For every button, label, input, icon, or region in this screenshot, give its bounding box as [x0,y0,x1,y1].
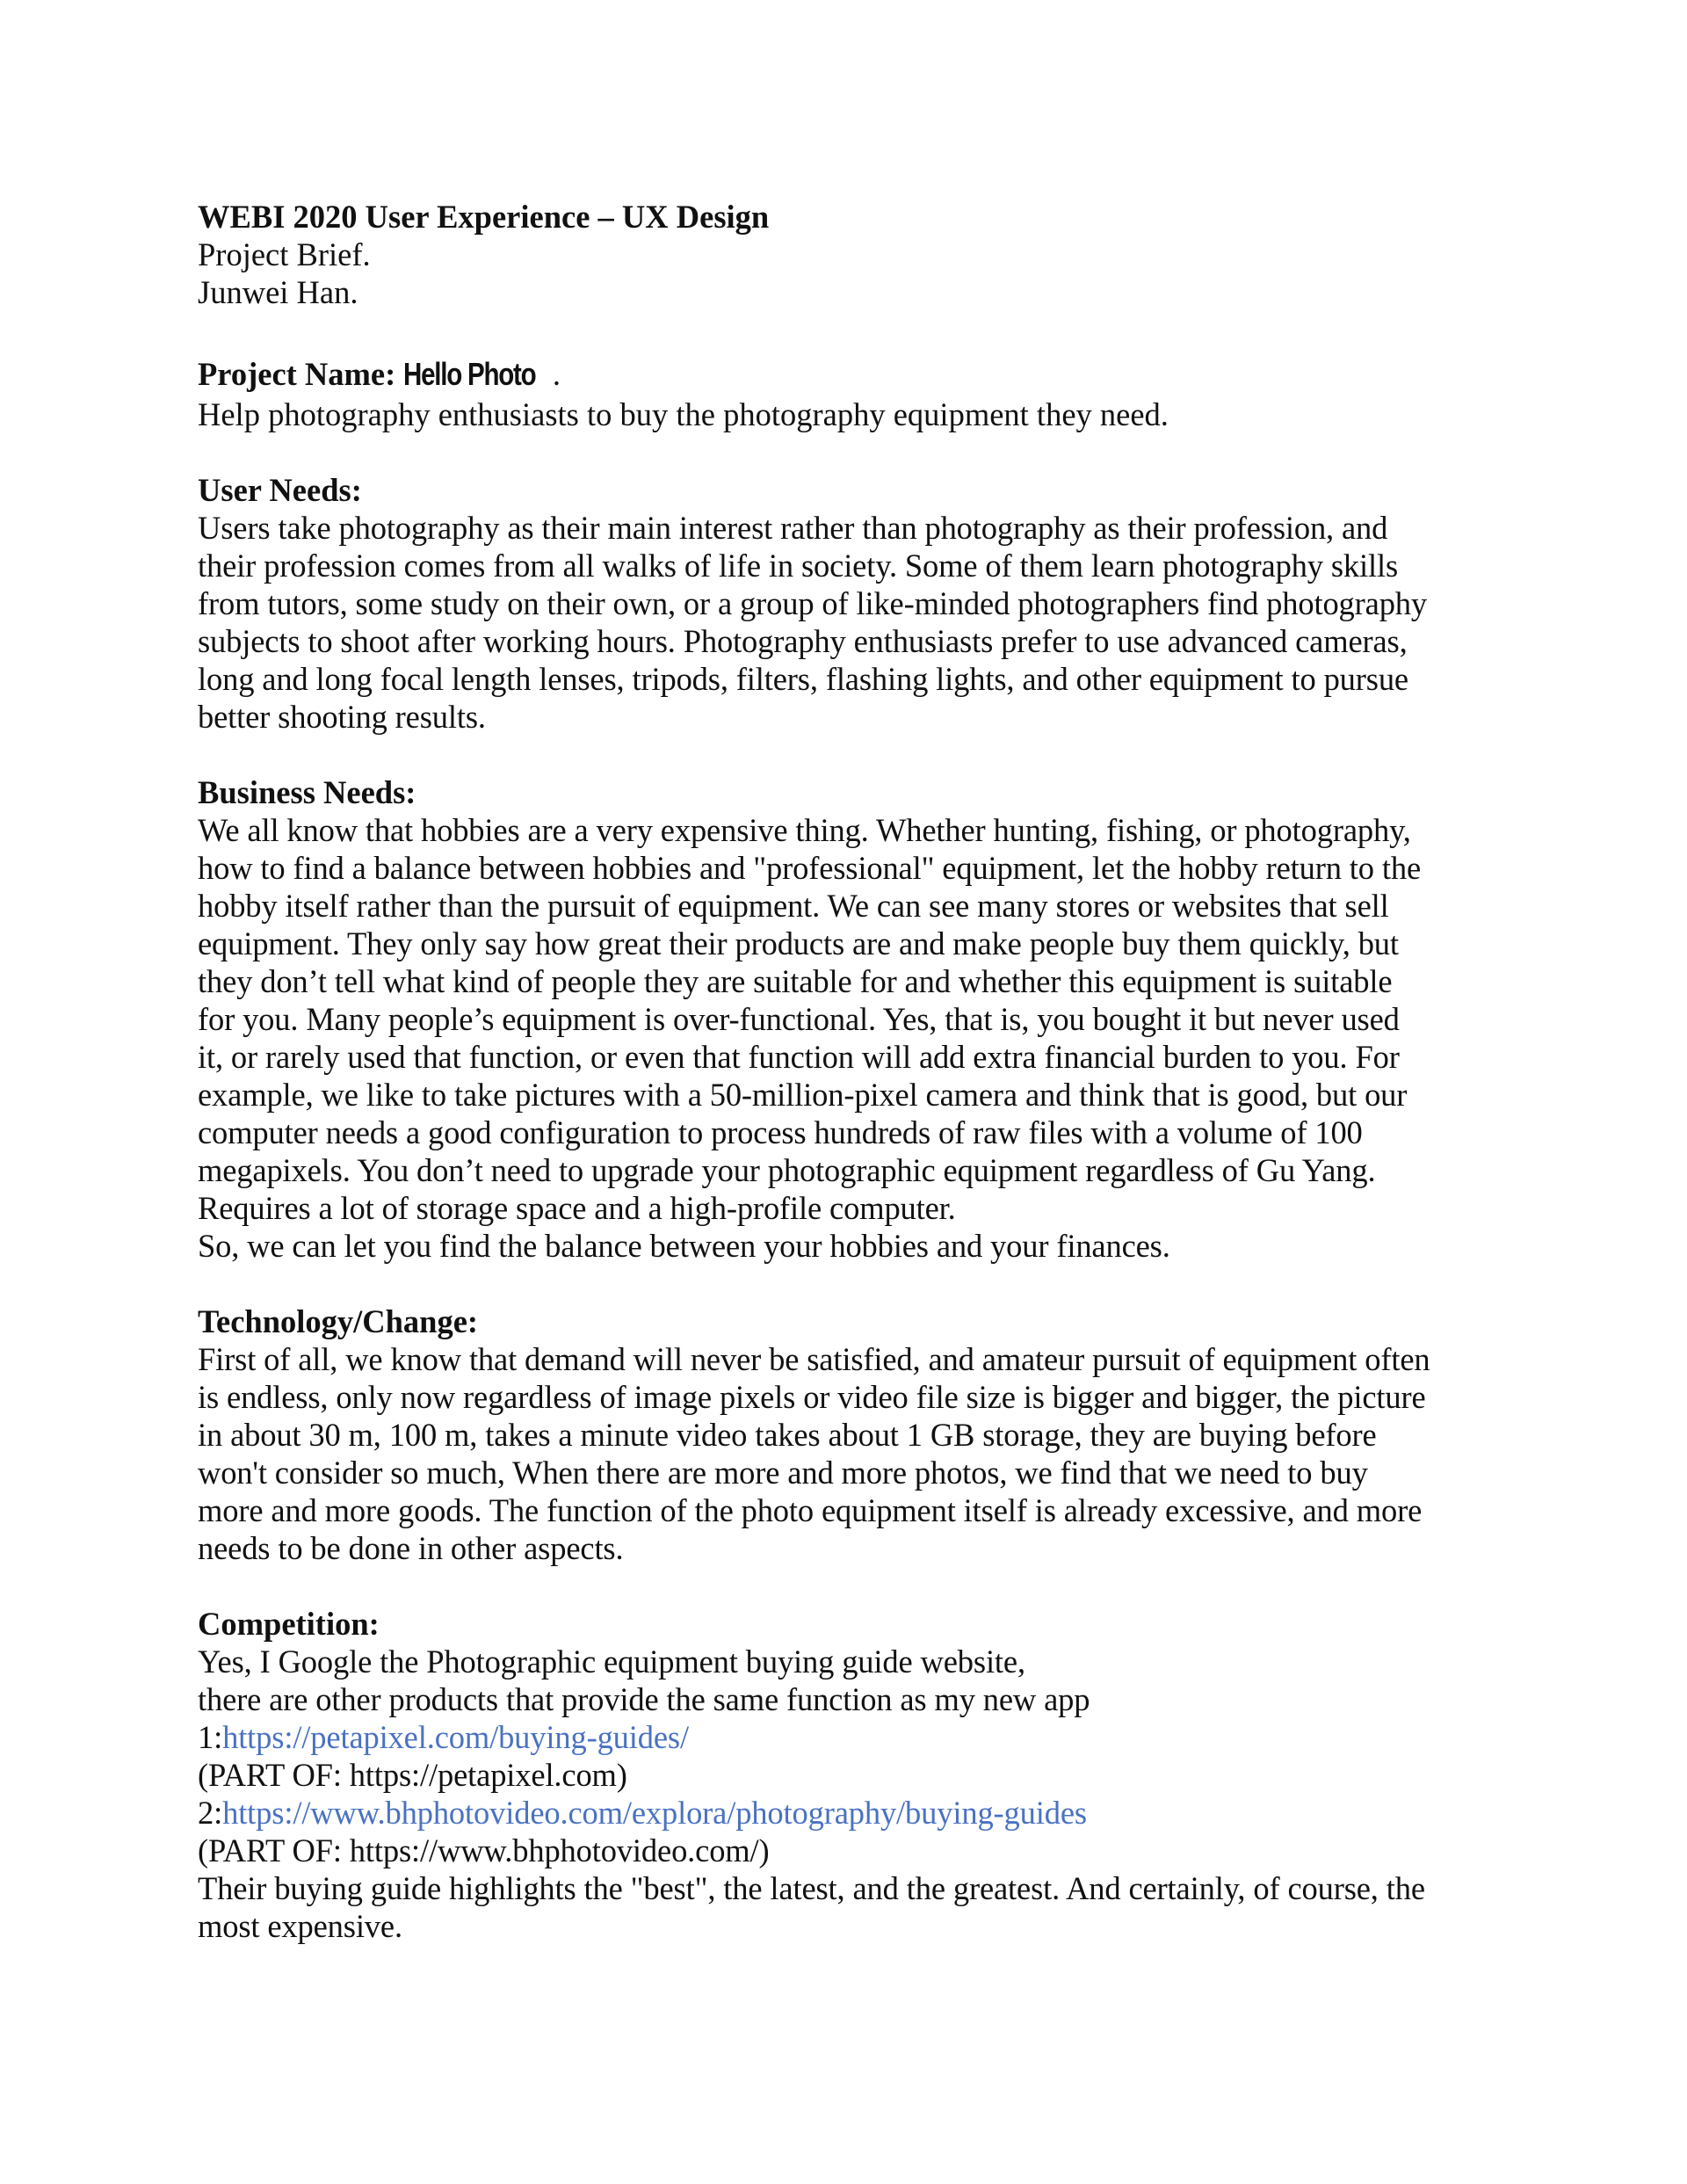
business-needs-paragraph [198,811,1498,1265]
project-name-row [198,353,1498,395]
paragraph-line: from tutors, some study on their own, or a group of like-minded photographers find photography [198,585,1428,621]
paragraph-line: We all know that hobbies are a very expensive thing. Whether hunting, fishing, or photography, [198,812,1411,848]
paragraph-line: won't consider so much, When there are more and more photos, we find that we need to buy [198,1455,1368,1491]
section-heading-technology: Technology/Change: [198,1303,479,1339]
user-needs-paragraph [198,509,1498,736]
paragraph-line: megapixels. You don’t need to upgrade your photographic equipment regardless of Gu Yang. [198,1152,1376,1188]
paragraph-line: for you. Many people’s equipment is over-functional. Yes, that is, you bought it but never used [198,1001,1400,1037]
competition-closing-line: Their buying guide highlights the "best", the latest, and the greatest. And certainly, of course, the [198,1870,1425,1906]
project-summary: Help photography enthusiasts to buy the photography equipment they need. [198,396,1169,432]
spacer [198,311,1498,353]
competition-intro-line: there are other products that provide the same function as my new app [198,1681,1090,1717]
paragraph-line: First of all, we know that demand will never be satisfied, and amateur pursuit of equipment often [198,1341,1430,1377]
technology-paragraph [198,1340,1498,1567]
paragraph-line: needs to be done in other aspects. [198,1530,624,1566]
project-name-suffix: . [552,356,561,392]
paragraph-line: their profession comes from all walks of life in society. Some of them learn photography skills [198,548,1399,584]
competitor-part-of: (PART OF: https://petapixel.com) [198,1757,627,1793]
competitor-link-bhphotovideo[interactable]: https://www.bhphotovideo.com/explora/photography/buying-guides [222,1795,1087,1831]
paragraph-line: So, we can let you find the balance between your hobbies and your finances. [198,1228,1170,1264]
author-name: Junwei Han. [198,274,358,310]
spacer [198,1567,1498,1605]
spacer [198,1265,1498,1302]
paragraph-line: it, or rarely used that function, or even that function will add extra financial burden to you. For [198,1039,1400,1075]
paragraph-line: Users take photography as their main interest rather than photography as their profession, and [198,510,1388,546]
competitor-number: 1: [198,1719,223,1755]
paragraph-line: hobby itself rather than the pursuit of equipment. We can see many stores or websites that sell [198,888,1389,924]
doc-type: Project Brief. [198,236,371,272]
competition-paragraph [198,1643,1498,1945]
course-title: WEBI 2020 User Experience – UX Design [198,199,770,235]
paragraph-line: example, we like to take pictures with a 50-million-pixel camera and think that is good, but our [198,1077,1408,1113]
paragraph-line: they don’t tell what kind of people they are suitable for and whether this equipment is suitable [198,963,1393,999]
competitor-item-2 [198,1794,1498,1832]
project-name-value: Hello Photo [403,356,536,392]
competitor-number: 2: [198,1795,223,1831]
paragraph-line: Requires a lot of storage space and a high-profile computer. [198,1190,956,1226]
competitor-link-petapixel[interactable]: https://petapixel.com/buying-guides/ [222,1719,689,1755]
paragraph-line: more and more goods. The function of the photo equipment itself is already excessive, and more [198,1492,1423,1528]
competition-intro-line: Yes, I Google the Photographic equipment buying guide website, [198,1643,1025,1680]
paragraph-line: better shooting results. [198,699,486,735]
spacer [198,736,1498,773]
competitor-part-of: (PART OF: https://www.bhphotovideo.com/) [198,1832,770,1868]
competition-closing-line: most expensive. [198,1908,402,1944]
section-heading-competition: Competition: [198,1606,380,1642]
paragraph-line: long and long focal length lenses, tripods, filters, flashing lights, and other equipment to pursue [198,661,1408,697]
paragraph-line: in about 30 m, 100 m, takes a minute video takes about 1 GB storage, they are buying before [198,1417,1377,1453]
spacer [198,433,1498,471]
paragraph-line: how to find a balance between hobbies and "professional" equipment, let the hobby return to the [198,850,1422,886]
section-heading-user-needs: User Needs: [198,472,362,508]
competitor-item-1 [198,1718,1498,1756]
document-page [198,198,1498,1945]
paragraph-line: is endless, only now regardless of image pixels or video file size is bigger and bigger, the picture [198,1379,1426,1415]
project-name-label: Project Name: [198,356,396,392]
paragraph-line: equipment. They only say how great their products are and make people buy them quickly, but [198,925,1399,961]
paragraph-line: computer needs a good configuration to process hundreds of raw files with a volume of 100 [198,1114,1363,1150]
section-heading-business-needs: Business Needs: [198,774,416,810]
paragraph-line: subjects to shoot after working hours. Photography enthusiasts prefer to use advanced cameras, [198,623,1408,659]
